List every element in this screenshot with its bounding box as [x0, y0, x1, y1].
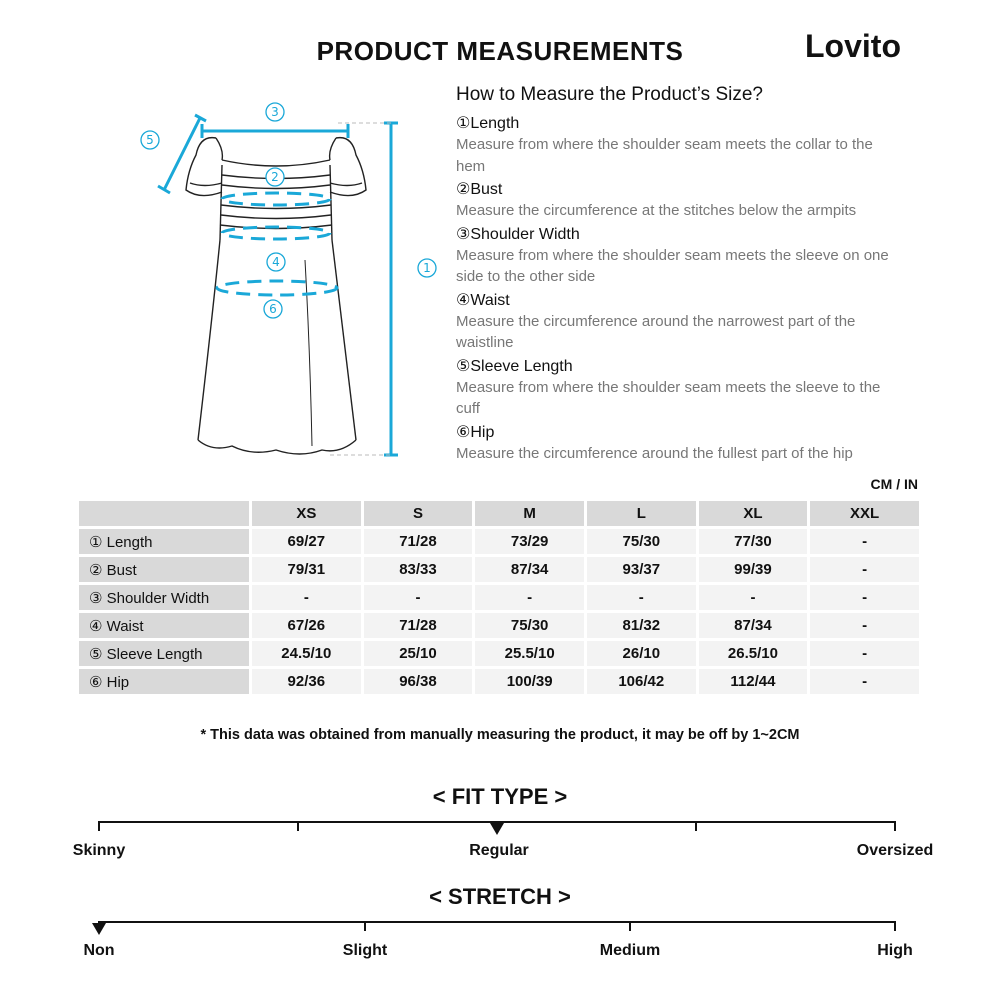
table-cell: -: [475, 585, 584, 610]
table-cell: -: [252, 585, 361, 610]
row-label: ① Length: [79, 529, 249, 554]
table-cell: 24.5/10: [252, 641, 361, 666]
measure-waist: [456, 291, 896, 354]
measure-name: ⑤Sleeve Length: [456, 357, 573, 375]
measurement-note: * This data was obtained from manually measuring the product, it may be off by 1~2CM: [200, 727, 800, 743]
measure-shoulder-width: [456, 225, 896, 288]
fit-type-tick: [894, 821, 896, 831]
table-cell: -: [587, 585, 696, 610]
table-cell: 69/27: [252, 529, 361, 554]
table-cell: 67/26: [252, 613, 361, 638]
measure-name: ②Bust: [456, 181, 503, 198]
table-cell: -: [810, 557, 919, 582]
stretch-scale: [98, 921, 896, 923]
table-cell: 99/39: [699, 557, 808, 582]
size-header: L: [587, 501, 696, 526]
stretch-marker: [92, 923, 106, 935]
stretch-tick: [629, 921, 631, 931]
stretch-tick: [894, 921, 896, 931]
table-cell: 87/34: [475, 557, 584, 582]
fit-type-tick: [695, 821, 697, 831]
measure-desc: Measure the circumference around the narrowest part of the waistline: [456, 312, 856, 351]
table-cell: 73/29: [475, 529, 584, 554]
marker-sleeve-length: 5: [146, 133, 154, 147]
measure-name: ⑥Hip: [456, 423, 495, 441]
table-cell: 25/10: [364, 641, 473, 666]
table-cell: 83/33: [364, 557, 473, 582]
measure-name: ④Waist: [456, 291, 510, 309]
fit-type-tick: [98, 821, 100, 831]
table-cell: 92/36: [252, 669, 361, 694]
table-cell: 77/30: [699, 529, 808, 554]
row-label: ② Bust: [79, 557, 249, 582]
size-header: M: [475, 501, 584, 526]
dress-diagram: [130, 95, 440, 470]
measure-desc: Measure the circumference at the stitches below the armpits: [456, 202, 857, 219]
table-cell: 71/28: [364, 613, 473, 638]
marker-length: 1: [423, 261, 431, 275]
measure-desc: Measure from where the shoulder seam meets the sleeve on one side to the other side: [456, 246, 889, 285]
table-cell: -: [810, 529, 919, 554]
measure-desc: Measure from where the shoulder seam meets the sleeve to the cuff: [456, 378, 881, 417]
table-row: [79, 641, 919, 666]
table-cell: 100/39: [475, 669, 584, 694]
table-cell: 93/37: [587, 557, 696, 582]
stretch-label-high: High: [877, 942, 913, 959]
table-cell: 96/38: [364, 669, 473, 694]
stretch-label-slight: Slight: [342, 942, 388, 959]
fit-type-marker: [490, 823, 504, 835]
measure-desc: Measure the circumference around the fullest part of the hip: [456, 444, 853, 462]
row-label: ⑥ Hip: [79, 669, 249, 694]
table-row: [79, 585, 919, 610]
size-table: [76, 498, 922, 697]
table-cell: 79/31: [252, 557, 361, 582]
measure-sleeve-length: [456, 357, 896, 420]
table-cell: 75/30: [475, 613, 584, 638]
brand-logo: Lovito: [805, 28, 901, 64]
row-label: ③ Shoulder Width: [79, 585, 249, 610]
table-cell: -: [699, 585, 808, 610]
how-to-measure: [456, 84, 896, 467]
table-cell: 75/30: [587, 529, 696, 554]
table-row: [79, 669, 919, 694]
table-cell: -: [810, 585, 919, 610]
measure-hip: [456, 423, 896, 465]
measure-name: ③Shoulder Width: [456, 225, 580, 243]
measure-name: ①Length: [456, 115, 520, 132]
size-header: XL: [699, 501, 808, 526]
fit-label-skinny: Skinny: [72, 842, 126, 859]
table-cell: -: [364, 585, 473, 610]
table-cell: 81/32: [587, 613, 696, 638]
table-row: [79, 529, 919, 554]
table-cell: -: [810, 669, 919, 694]
table-cell: 26/10: [587, 641, 696, 666]
stretch-title: < STRETCH >: [429, 884, 571, 909]
stretch-label-medium: Medium: [599, 942, 661, 959]
fit-type-tick: [297, 821, 299, 831]
units-label: CM / IN: [870, 476, 918, 492]
measure-bust: [456, 180, 896, 222]
table-cell: -: [810, 613, 919, 638]
table-cell: -: [810, 641, 919, 666]
stretch-tick: [364, 921, 366, 931]
table-cell: 25.5/10: [475, 641, 584, 666]
row-label: ④ Waist: [79, 613, 249, 638]
size-header: S: [364, 501, 473, 526]
stretch-label-non: Non: [83, 942, 115, 959]
table-row: [79, 557, 919, 582]
measure-desc: Measure from where the shoulder seam meets the collar to the hem: [456, 136, 873, 175]
table-row: [79, 613, 919, 638]
table-cell: 106/42: [587, 669, 696, 694]
row-label: ⑤ Sleeve Length: [79, 641, 249, 666]
marker-waist: 4: [272, 255, 280, 269]
how-to-title: How to Measure the Product’s Size?: [456, 84, 763, 105]
fit-label-regular: Regular: [469, 842, 529, 859]
table-cell: 87/34: [699, 613, 808, 638]
table-cell: 71/28: [364, 529, 473, 554]
marker-bust: 2: [271, 170, 279, 184]
table-corner: [79, 501, 249, 526]
measure-length: [456, 114, 896, 177]
size-header: XXL: [810, 501, 919, 526]
marker-hip: 6: [269, 302, 277, 316]
table-cell: 112/44: [699, 669, 808, 694]
page-title: PRODUCT MEASUREMENTS: [316, 36, 684, 66]
size-header: XS: [252, 501, 361, 526]
table-cell: 26.5/10: [699, 641, 808, 666]
fit-type-title: < FIT TYPE >: [432, 784, 568, 809]
marker-shoulder-width: 3: [271, 105, 279, 119]
size-header-row: [79, 501, 919, 526]
fit-label-oversized: Oversized: [856, 842, 934, 859]
